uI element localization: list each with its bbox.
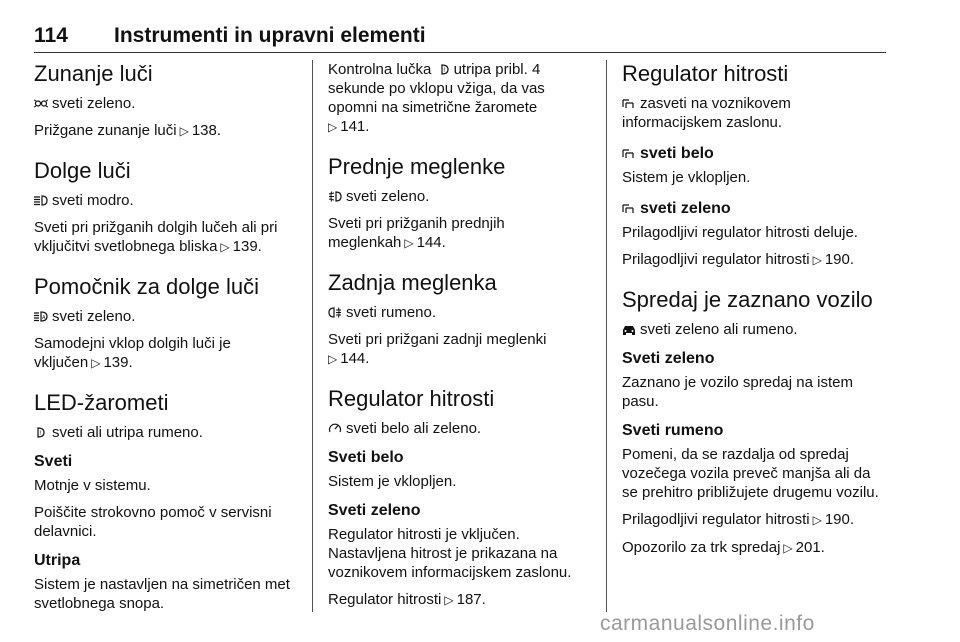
page-number: 114 xyxy=(34,24,68,47)
rear-fog-text: Sveti pri prižgani zadnji meglenki ▷ 144. xyxy=(328,331,547,367)
page-ref-icon: ▷ xyxy=(812,253,822,267)
column-2 xyxy=(328,60,594,618)
adaptive-cruise-icon xyxy=(622,98,636,109)
adaptive-cruise-icon xyxy=(622,203,636,214)
page-header xyxy=(34,18,886,53)
exterior-lights-text: Prižgane zunanje luči ▷ 138. xyxy=(34,122,222,139)
lit-white-text: Sistem je vklopljen. xyxy=(622,169,751,186)
adaptive-cruise-ref: Prilagodljivi regulator hitrosti ▷ 190. xyxy=(622,251,855,268)
flashing-text: Sistem je nastavljen na simetričen met svetlobnega snopa. xyxy=(34,576,290,612)
vehicle-ahead-status: sveti zeleno ali rumeno. xyxy=(622,320,888,339)
headlight-warning-icon xyxy=(438,64,452,75)
svg-text:A: A xyxy=(42,315,46,321)
cruise-status: sveti belo ali zeleno. xyxy=(328,419,594,438)
watermark: carmanualsonline.info xyxy=(600,612,815,635)
lit-text-1: Motnje v sistemu. xyxy=(34,477,151,494)
heading-rear-fog: Zadnja meglenka xyxy=(328,270,497,295)
page-ref-icon: ▷ xyxy=(179,124,189,138)
page-ref-icon: ▷ xyxy=(328,352,338,366)
section-title: Instrumenti in upravni elementi xyxy=(114,24,426,47)
page-ref-icon: ▷ xyxy=(328,120,338,134)
front-fog-status: sveti zeleno. xyxy=(328,187,594,206)
heading-vehicle-ahead: Spredaj je zaznano vozilo xyxy=(622,287,873,312)
heading-lit: Sveti xyxy=(34,453,73,470)
lit-text-2: Poiščite strokovno pomoč v servisni delavnici. xyxy=(34,504,272,540)
heading-lit-green: Sveti zeleno xyxy=(328,502,421,519)
lit-yellow-text: Pomeni, da se razdalja od spredaj vozečega vozila preveč manjša ali da se prehitro približujete drugemu vozilu. xyxy=(622,446,879,501)
page-ref-icon: ▷ xyxy=(91,356,101,370)
vehicle-ahead-icon xyxy=(622,324,636,335)
cruise-ref: Regulator hitrosti ▷ 187. xyxy=(328,591,486,608)
rear-fog-status: sveti rumeno. xyxy=(328,303,594,322)
heading-cruise-control: Regulator hitrosti xyxy=(328,386,495,411)
heading-high-beam: Dolge luči xyxy=(34,158,131,183)
cruise-control-icon xyxy=(328,423,342,434)
heading-flashing: Utripa xyxy=(34,552,81,569)
heading-lit-green-2: Sveti zeleno xyxy=(622,350,715,367)
column-divider xyxy=(606,60,607,612)
heading-lit-yellow: Sveti rumeno xyxy=(622,422,724,439)
front-fog-text: Sveti pri prižganih prednjih meglenkah ▷ 144. xyxy=(328,215,505,251)
lit-green-text: Regulator hitrosti je vključen. Nastavljena hitrost je prikazana na voznikovem informacijskem zaslonu. xyxy=(328,526,572,581)
heading-exterior-lights: Zunanje luči xyxy=(34,61,153,86)
lit-green-2-text: Zaznano je vozilo spredaj na istem pasu. xyxy=(622,374,853,410)
lit-green-text: Prilagodljivi regulator hitrosti deluje. xyxy=(622,224,858,241)
high-beam-text: Sveti pri prižganih dolgih lučeh ali pri vključitvi svetlobnega bliska ▷ 139. xyxy=(34,219,278,255)
exterior-lights-status: sveti zeleno. xyxy=(34,94,296,113)
column-divider xyxy=(312,60,313,612)
heading-front-fog: Prednje meglenke xyxy=(328,154,506,179)
rear-fog-light-icon xyxy=(328,307,342,318)
control-lamp-text: Kontrolna lučka ! utripa pribl. 4 sekunde po vklopu vžiga, da vas opomni na simetrične žaromete ▷ 141. xyxy=(328,61,545,135)
page-ref-icon: ▷ xyxy=(444,593,454,607)
high-beam-icon xyxy=(34,195,48,206)
column-1 xyxy=(34,60,296,621)
heading-led-headlights: LED-žarometi xyxy=(34,390,169,415)
svg-text:!: ! xyxy=(442,67,445,74)
adaptive-cruise-status: zasveti na voznikovem informacijskem zaslonu. xyxy=(622,95,791,131)
heading-lit-white: sveti belo xyxy=(622,144,888,164)
page-ref-icon: ▷ xyxy=(812,513,822,527)
headlight-warning-icon xyxy=(34,427,48,438)
page-ref-icon: ▷ xyxy=(404,236,414,250)
lit-white-text: Sistem je vklopljen. xyxy=(328,473,457,490)
heading-lit-white: Sveti belo xyxy=(328,449,404,466)
page-ref-icon: ▷ xyxy=(783,541,793,555)
svg-text:!: ! xyxy=(39,430,42,437)
high-beam-assist-status: A sveti zeleno. xyxy=(34,307,296,326)
adaptive-cruise-icon xyxy=(622,148,636,159)
heading-lit-green: sveti zeleno xyxy=(622,199,888,219)
high-beam-assist-icon xyxy=(34,311,48,322)
high-beam-assist-text: Samodejni vklop dolgih luči je vključen ▷ 139. xyxy=(34,335,231,371)
front-fog-light-icon xyxy=(328,191,342,202)
page-ref-icon: ▷ xyxy=(220,240,230,254)
led-status: ! sveti ali utripa rumeno. xyxy=(34,423,296,442)
exterior-lights-icon xyxy=(34,98,48,109)
heading-high-beam-assist: Pomočnik za dolge luči xyxy=(34,274,260,299)
column-3 xyxy=(622,60,888,566)
adaptive-cruise-ref-2: Prilagodljivi regulator hitrosti ▷ 190. xyxy=(622,511,855,528)
high-beam-status: sveti modro. xyxy=(34,191,296,210)
collision-alert-ref: Opozorilo za trk spredaj ▷ 201. xyxy=(622,539,825,556)
heading-adaptive-cruise: Regulator hitrosti xyxy=(622,61,789,86)
